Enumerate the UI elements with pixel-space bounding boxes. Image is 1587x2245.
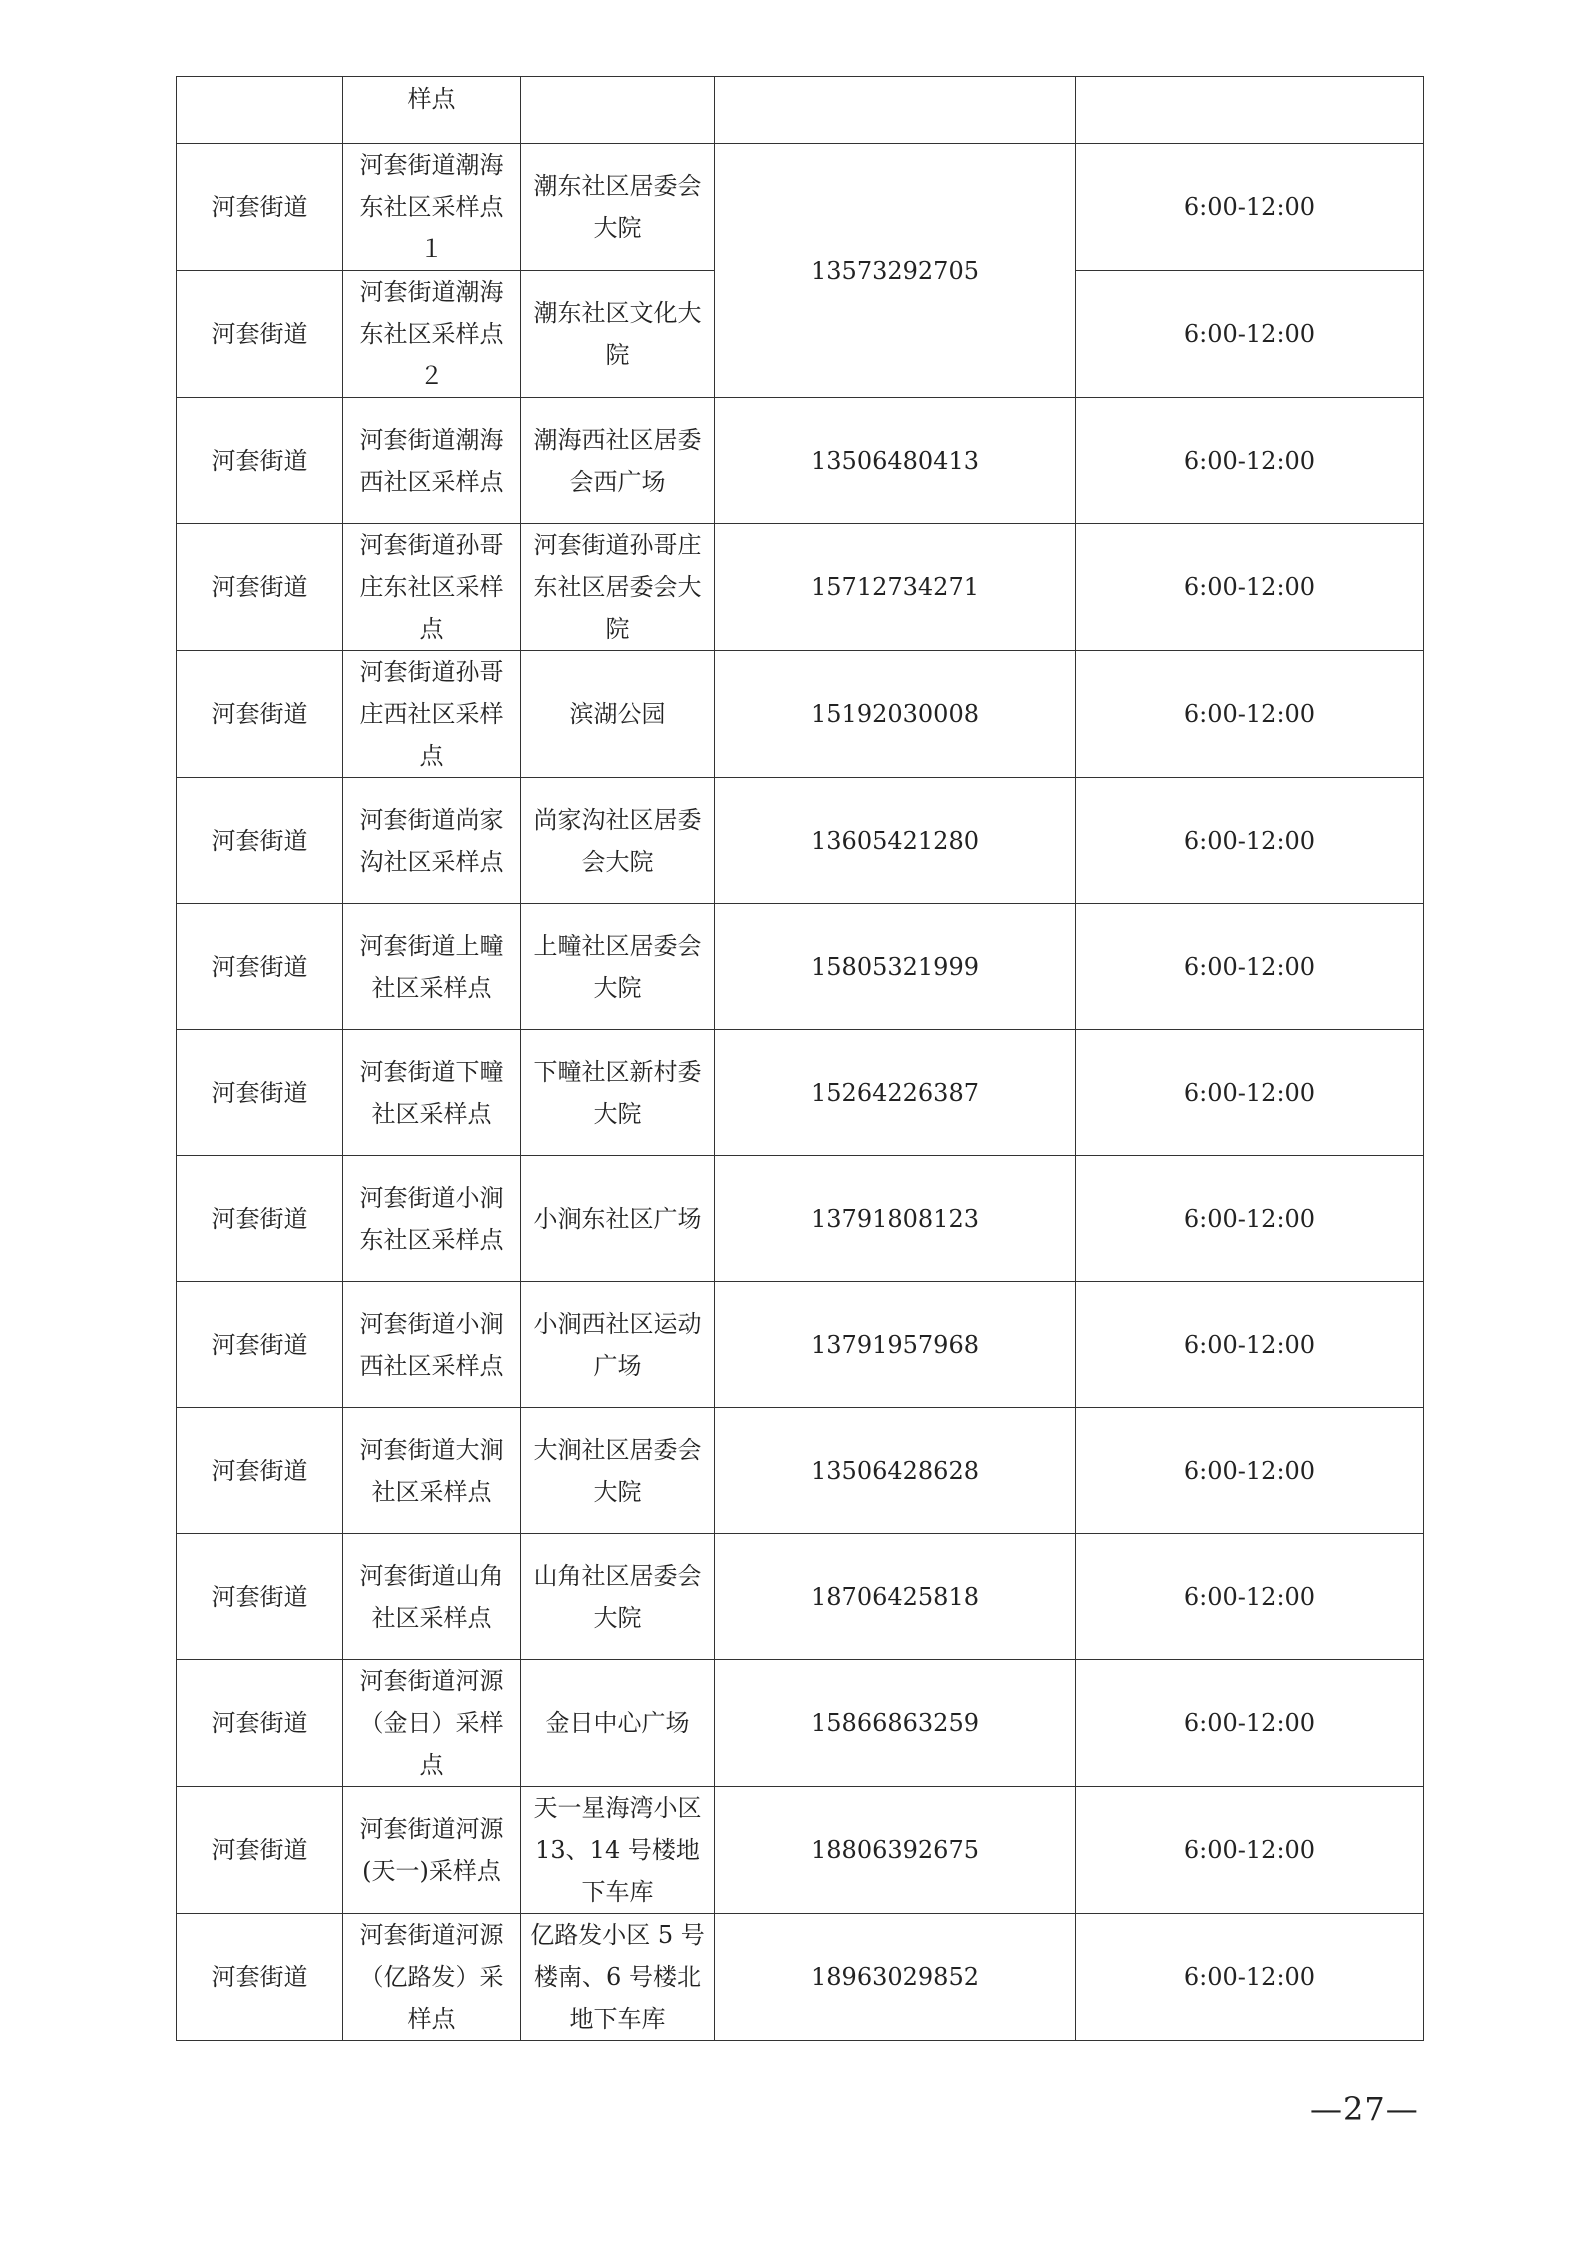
table-row <box>177 398 1424 524</box>
street-cell: 河套街道 <box>177 904 343 1030</box>
address-cell: 潮东社区文化大院 <box>521 271 715 398</box>
address-cell: 河套街道孙哥庄东社区居委会大院 <box>521 524 715 651</box>
address-cell: 金日中心广场 <box>521 1660 715 1787</box>
phone-cell: 13506480413 <box>715 398 1076 524</box>
table-row <box>177 524 1424 651</box>
street-cell <box>177 77 343 144</box>
hours-cell: 6:00-12:00 <box>1076 1787 1424 1914</box>
hours-cell: 6:00-12:00 <box>1076 1660 1424 1787</box>
site-name-cell: 河套街道山角社区采样点 <box>343 1534 521 1660</box>
address-cell: 潮东社区居委会大院 <box>521 144 715 271</box>
address-cell: 山角社区居委会大院 <box>521 1534 715 1660</box>
street-cell: 河套街道 <box>177 1156 343 1282</box>
site-name-cell: 河套街道河源（金日）采样点 <box>343 1660 521 1787</box>
site-name-cell: 河套街道潮海西社区采样点 <box>343 398 521 524</box>
address-cell: 天一星海湾小区 13、14 号楼地下车库 <box>521 1787 715 1914</box>
site-name-cell: 河套街道孙哥庄西社区采样点 <box>343 651 521 778</box>
street-cell: 河套街道 <box>177 1534 343 1660</box>
phone-cell <box>715 77 1076 144</box>
table-body <box>177 77 1424 2041</box>
street-cell: 河套街道 <box>177 1282 343 1408</box>
site-name-cell: 河套街道大涧社区采样点 <box>343 1408 521 1534</box>
phone-cell: 13506428628 <box>715 1408 1076 1534</box>
phone-cell: 15264226387 <box>715 1030 1076 1156</box>
site-name-cell: 河套街道小涧东社区采样点 <box>343 1156 521 1282</box>
street-cell: 河套街道 <box>177 271 343 398</box>
street-cell: 河套街道 <box>177 1787 343 1914</box>
street-cell: 河套街道 <box>177 651 343 778</box>
table-row <box>177 1660 1424 1787</box>
street-cell: 河套街道 <box>177 1030 343 1156</box>
hours-cell: 6:00-12:00 <box>1076 524 1424 651</box>
site-name-cell: 样点 <box>343 77 521 144</box>
address-cell: 大涧社区居委会大院 <box>521 1408 715 1534</box>
address-cell: 滨湖公园 <box>521 651 715 778</box>
site-name-cell: 河套街道河源(天一)采样点 <box>343 1787 521 1914</box>
hours-cell: 6:00-12:00 <box>1076 651 1424 778</box>
table-row <box>177 904 1424 1030</box>
address-cell: 下疃社区新村委大院 <box>521 1030 715 1156</box>
site-name-cell: 河套街道尚家沟社区采样点 <box>343 778 521 904</box>
hours-cell: 6:00-12:00 <box>1076 144 1424 271</box>
site-name-cell: 河套街道河源（亿路发）采样点 <box>343 1914 521 2041</box>
table-row <box>177 1156 1424 1282</box>
address-cell: 小涧东社区广场 <box>521 1156 715 1282</box>
street-cell: 河套街道 <box>177 778 343 904</box>
phone-cell: 18963029852 <box>715 1914 1076 2041</box>
phone-cell: 15805321999 <box>715 904 1076 1030</box>
hours-cell: 6:00-12:00 <box>1076 1156 1424 1282</box>
table-row <box>177 1914 1424 2041</box>
site-name-cell: 河套街道潮海东社区采样点２ <box>343 271 521 398</box>
hours-cell: 6:00-12:00 <box>1076 271 1424 398</box>
hours-cell: 6:00-12:00 <box>1076 1282 1424 1408</box>
phone-cell: 13573292705 <box>715 144 1076 398</box>
address-cell: 亿路发小区 5 号楼南、6 号楼北地下车库 <box>521 1914 715 2041</box>
table-row <box>177 1408 1424 1534</box>
hours-cell: 6:00-12:00 <box>1076 398 1424 524</box>
table-row <box>177 1282 1424 1408</box>
site-name-cell: 河套街道下疃社区采样点 <box>343 1030 521 1156</box>
table-row <box>177 1030 1424 1156</box>
phone-cell: 18806392675 <box>715 1787 1076 1914</box>
phone-cell: 15712734271 <box>715 524 1076 651</box>
address-cell <box>521 77 715 144</box>
hours-cell: 6:00-12:00 <box>1076 1408 1424 1534</box>
street-cell: 河套街道 <box>177 1408 343 1534</box>
street-cell: 河套街道 <box>177 1660 343 1787</box>
hours-cell: 6:00-12:00 <box>1076 904 1424 1030</box>
site-name-cell: 河套街道孙哥庄东社区采样点 <box>343 524 521 651</box>
street-cell: 河套街道 <box>177 144 343 271</box>
phone-cell: 15866863259 <box>715 1660 1076 1787</box>
table-row <box>177 651 1424 778</box>
site-name-cell: 河套街道上疃社区采样点 <box>343 904 521 1030</box>
address-cell: 上疃社区居委会大院 <box>521 904 715 1030</box>
site-name-cell: 河套街道小涧西社区采样点 <box>343 1282 521 1408</box>
street-cell: 河套街道 <box>177 398 343 524</box>
table-row <box>177 778 1424 904</box>
street-cell: 河套街道 <box>177 1914 343 2041</box>
table-row <box>177 144 1424 271</box>
phone-cell: 13791957968 <box>715 1282 1076 1408</box>
address-cell: 潮海西社区居委会西广场 <box>521 398 715 524</box>
hours-cell <box>1076 77 1424 144</box>
address-cell: 小涧西社区运动广场 <box>521 1282 715 1408</box>
hours-cell: 6:00-12:00 <box>1076 1914 1424 2041</box>
phone-cell: 15192030008 <box>715 651 1076 778</box>
table-row <box>177 1787 1424 1914</box>
table-row <box>177 1534 1424 1660</box>
hours-cell: 6:00-12:00 <box>1076 778 1424 904</box>
phone-cell: 13791808123 <box>715 1156 1076 1282</box>
hours-cell: 6:00-12:00 <box>1076 1534 1424 1660</box>
sampling-sites-table <box>176 76 1424 2041</box>
phone-cell: 13605421280 <box>715 778 1076 904</box>
page-number: —27— <box>1310 2090 1419 2128</box>
hours-cell: 6:00-12:00 <box>1076 1030 1424 1156</box>
site-name-cell: 河套街道潮海东社区采样点１ <box>343 144 521 271</box>
address-cell: 尚家沟社区居委会大院 <box>521 778 715 904</box>
table-row <box>177 77 1424 144</box>
phone-cell: 18706425818 <box>715 1534 1076 1660</box>
street-cell: 河套街道 <box>177 524 343 651</box>
